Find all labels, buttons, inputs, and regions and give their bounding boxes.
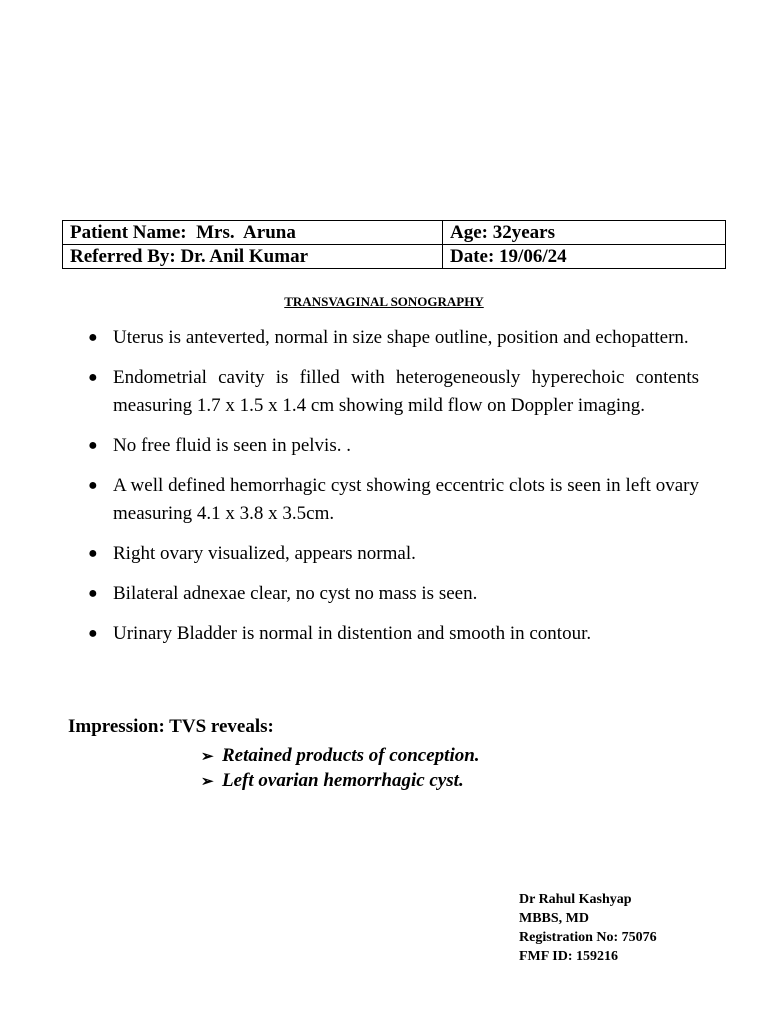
patient-name: Patient Name: Mrs. Aruna <box>63 221 443 245</box>
impression-list <box>201 744 480 794</box>
fmf-id: FMF ID: 159216 <box>519 949 619 964</box>
finding-text: Right ovary visualized, appears normal. <box>113 543 416 564</box>
bullet-icon: ● <box>88 585 98 602</box>
doctor-degrees: MBBS, MD <box>519 911 589 926</box>
finding-item <box>88 432 699 460</box>
registration-number: Registration No: 75076 <box>519 930 657 945</box>
patient-age: Age: 32years <box>443 221 726 245</box>
signature-block <box>519 890 657 966</box>
findings-list <box>88 324 699 660</box>
report-date: Date: 19/06/24 <box>443 245 726 269</box>
impression-text: Retained products of conception. <box>222 745 480 766</box>
patient-info-row <box>63 221 726 245</box>
bullet-icon: ● <box>88 437 98 454</box>
finding-text: Endometrial cavity is filled with heterogeneously hyperechoic contents measuring 1.7 x 1.5 x 1.4 cm showing mild flow on Doppler imaging. <box>113 367 699 416</box>
finding-text: Uterus is anteverted, normal in size shape outline, position and echopattern. <box>113 327 689 348</box>
report-title: TRANSVAGINAL SONOGRAPHY <box>284 294 484 309</box>
bullet-icon: ● <box>88 329 98 346</box>
patient-info-row <box>63 245 726 269</box>
finding-text: No free fluid is seen in pelvis. . <box>113 435 351 456</box>
bullet-icon: ● <box>88 625 98 642</box>
impression-item <box>201 769 480 794</box>
impression-text: Left ovarian hemorrhagic cyst. <box>222 770 464 791</box>
finding-text: A well defined hemorrhagic cyst showing eccentric clots is seen in left ovary measuring 4.1 x 3.8 x 3.5cm. <box>113 475 699 524</box>
patient-info-table <box>62 220 726 269</box>
finding-text: Bilateral adnexae clear, no cyst no mass is seen. <box>113 583 478 604</box>
finding-item <box>88 364 699 420</box>
impression-heading: Impression: TVS reveals: <box>68 716 274 737</box>
arrow-bullet-icon: ➢ <box>201 774 214 790</box>
finding-item <box>88 580 699 608</box>
finding-item <box>88 472 699 528</box>
finding-text: Urinary Bladder is normal in distention and smooth in contour. <box>113 623 592 644</box>
arrow-bullet-icon: ➢ <box>201 749 214 765</box>
bullet-icon: ● <box>88 545 98 562</box>
finding-item <box>88 324 699 352</box>
finding-item <box>88 540 699 568</box>
bullet-icon: ● <box>88 369 98 386</box>
referred-by: Referred By: Dr. Anil Kumar <box>63 245 443 269</box>
finding-item <box>88 620 699 648</box>
doctor-name: Dr Rahul Kashyap <box>519 892 632 907</box>
bullet-icon: ● <box>88 477 98 494</box>
impression-item <box>201 744 480 769</box>
